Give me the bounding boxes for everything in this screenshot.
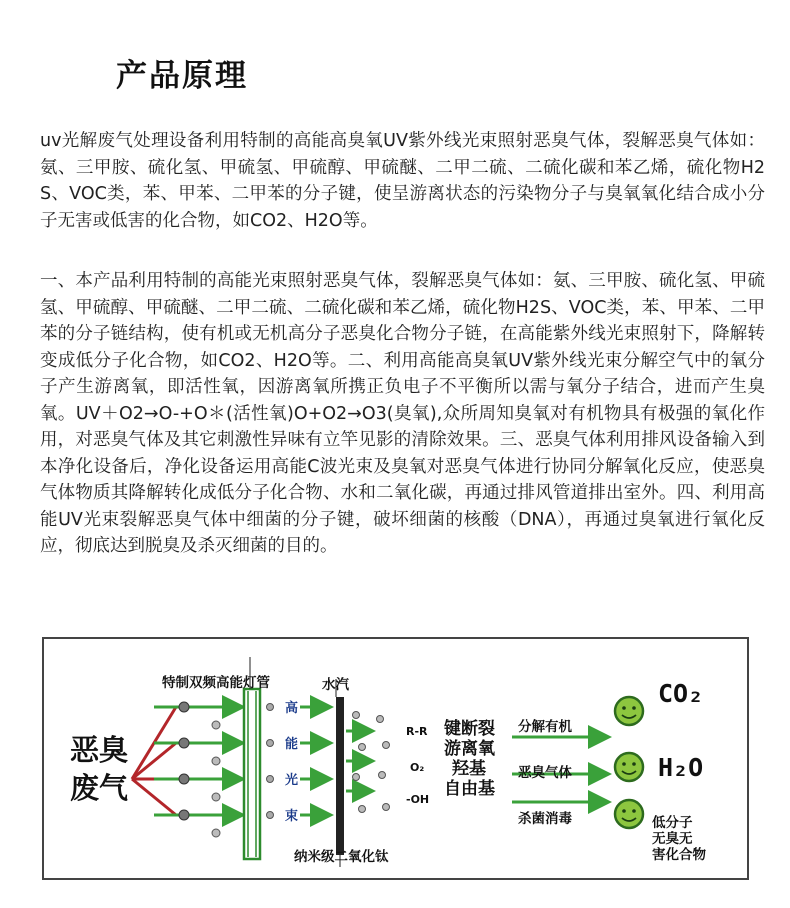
middle-label-3: 羟基 [452,759,486,779]
paragraph-detail: 一、本产品利用特制的高能光束照射恶臭气体，裂解恶臭气体如：氨、三甲胺、硫化氢、甲硫氢、甲硫醇、甲硫醚、二甲二硫、二硫化碳和苯乙烯，硫化物H2S、VOC类，苯、甲苯、二甲苯的分子链结构，使有机或无机高分子恶臭化合物分子链，在高能紫外线光束照射下，降解转变成低分子化合物，如CO2、H2O等。二、利用高能高臭氧UV紫外线光束分解空气中的氧分子产生游离氧，即活性氧，因游离氧所携正负电子不平衡所以需与氧分子结合，进而产生臭氧。UV＋O2→O-+O＊(活性氧)O+O2→O3(臭氧),众所周知臭氧对有机物具有极强的氧化作用，对恶臭气体及其它刺激性异味有立竿见影的清除效果。三、恶臭气体利用排风设备输入到本净化设备后，净化设备运用高能C波光束及臭氧对恶臭气体进行协同分解氧化反应，使恶臭气体物质其降解转化成低分子化合物、水和二氧化碳，再通过排风管道排出室外。四、利用高能UV光束裂解恶臭气体中细菌的分子键，破坏细菌的核酸（DNA），再通过臭氧进行氧化反应，彻底达到脱臭及杀灭细菌的目的。 [40,271,765,556]
radical-o2: O₂ [410,761,425,774]
lamp-tube [244,689,260,859]
lamp-dots [267,704,274,819]
lamp-char-4: 束 [285,809,299,824]
final-label-1: 低分子 [652,815,693,831]
final-label-2: 无臭无 [652,831,693,847]
molecule-icons [179,702,189,820]
catalyst-plate [336,697,344,855]
action-sterilize: 杀菌消毒 [518,811,572,827]
radical-oh: -OH [406,793,430,806]
product-co2: CO₂ [658,679,704,708]
lamp-char-1: 高 [285,701,299,716]
action-decompose: 分解有机 [518,719,572,735]
input-gas-label-line2: 废气 [70,771,129,805]
diagram-graphics [44,639,751,882]
paragraph-intro: uv光解废气处理设备利用特制的高能高臭氧UV紫外线光束照射恶臭气体，裂解恶臭气体如：氨、三甲胺、硫化氢、甲硫氢、甲硫醇、甲硫醚、二甲二硫、二硫化碳和苯乙烯，硫化物H2S、VOC类，苯、甲苯、二甲苯的分子键，使呈游离状态的污染物分子与臭氧氧化结合成小分子无害或低害的化合物，如CO2、H2O等。 [40,131,765,231]
lamp-char-2: 能 [285,737,299,752]
input-gas-label-line1: 恶臭 [70,733,129,767]
middle-label-1: 键断裂 [444,719,495,739]
middle-label-4: 自由基 [444,779,495,799]
lamp-char-3: 光 [285,773,299,788]
input-branch-lines [132,707,176,815]
final-label-3: 害化合物 [652,847,706,863]
lamp-label: 特制双频高能灯管 [162,675,270,691]
smiley-icons [615,697,643,828]
principle-diagram [42,637,749,880]
product-h2o: H₂O [658,753,704,782]
catalyst-label: 纳米级二氧化钛 [294,849,389,865]
radical-rr: R-R [406,725,428,738]
middle-label-2: 游离氧 [444,739,495,759]
water-label: 水汽 [322,677,349,693]
action-odor: 恶臭气体 [518,765,572,781]
page-title: 产品原理 [116,58,248,94]
